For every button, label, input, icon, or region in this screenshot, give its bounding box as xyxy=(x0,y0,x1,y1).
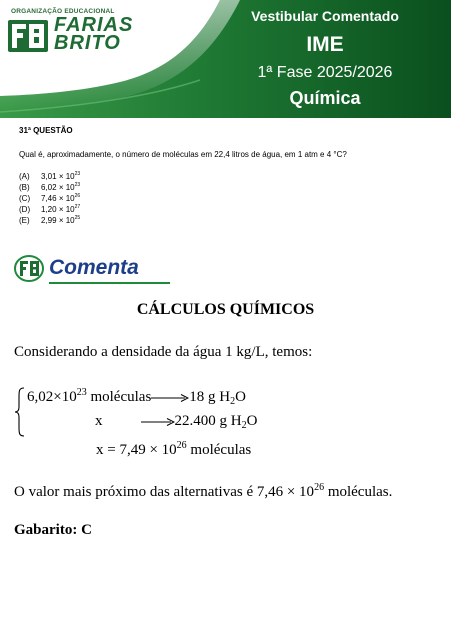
conclusion-text: O valor mais próximo das alternativas é 7,46 × 10 xyxy=(14,484,315,500)
eq1-left-unit: moléculas xyxy=(86,389,152,405)
result-exponent: 26 xyxy=(176,440,187,451)
times-sign: × xyxy=(58,216,64,225)
eq1-left-exponent: 23 xyxy=(76,387,87,398)
result-text: x = 7,49 × 10 xyxy=(96,442,177,458)
left-brace-icon xyxy=(14,387,26,437)
eq1-left: 6,02×10 xyxy=(27,389,77,405)
alternative-exponent: 25 xyxy=(74,215,81,221)
alternative-base: 10 xyxy=(65,172,75,181)
alternative-letter: (B) xyxy=(19,183,30,192)
alternative-mantissa: 1,20 xyxy=(41,205,57,214)
result-unit: moléculas xyxy=(186,442,252,458)
alternative-letter: (D) xyxy=(19,205,31,214)
alternative-mantissa: 2,99 xyxy=(41,216,57,225)
right-arrow-icon xyxy=(151,393,189,403)
alternative-exponent: 23 xyxy=(74,182,81,188)
intro-paragraph: Considerando a densidade da água 1 kg/L, temos: xyxy=(14,344,313,360)
times-sign: × xyxy=(58,172,64,181)
exam-phase: 1ª Fase 2025/2026 xyxy=(257,64,393,81)
right-arrow-icon xyxy=(141,417,175,427)
comenta-underline xyxy=(49,282,170,284)
alternative-base: 10 xyxy=(65,183,75,192)
times-sign: × xyxy=(58,183,64,192)
header-banner xyxy=(0,0,451,118)
result-line xyxy=(96,440,251,459)
alternative-b xyxy=(19,180,80,191)
alternative-exponent: 23 xyxy=(74,171,81,177)
section-title: CÁLCULOS QUÍMICOS xyxy=(136,301,315,318)
eq1-right-subscript: 2 xyxy=(230,396,236,407)
conclusion-exponent: 26 xyxy=(314,482,325,493)
eq2-right: 22.400 g H xyxy=(174,413,242,429)
alternative-mantissa: 7,46 xyxy=(41,194,57,203)
alternative-base: 10 xyxy=(65,216,75,225)
subject-title: Química xyxy=(289,88,361,108)
fb-comenta-icon xyxy=(14,255,44,282)
alternative-exponent: 27 xyxy=(74,204,81,210)
alternative-letter: (C) xyxy=(19,194,31,203)
times-sign: × xyxy=(58,205,64,214)
alternative-base: 10 xyxy=(65,205,75,214)
times-sign: × xyxy=(58,194,64,203)
conclusion-paragraph xyxy=(14,482,392,501)
question-text: Qual é, aproximadamente, o número de moléculas em 22,4 litros de água, em 1 atm e 4 °C? xyxy=(19,150,347,159)
alternative-e xyxy=(19,213,80,224)
alternative-mantissa: 3,01 xyxy=(41,172,57,181)
eq2-right-subscript: 2 xyxy=(241,420,247,431)
header-subtitle: Vestibular Comentado xyxy=(251,8,399,24)
alternatives-list xyxy=(19,169,80,224)
alternative-c xyxy=(19,191,80,202)
comenta-heading xyxy=(14,255,159,285)
proportion-line-2 xyxy=(95,413,257,431)
eq1-right: 18 g H xyxy=(189,389,231,405)
conclusion-end: moléculas. xyxy=(324,484,393,500)
comenta-label: Comenta xyxy=(49,256,139,279)
answer-key: Gabarito: C xyxy=(14,522,92,538)
question-number: 31ª QUESTÃO xyxy=(19,126,73,135)
logo-text-brito: BRITO xyxy=(54,32,121,54)
alternative-letter: (E) xyxy=(19,216,30,225)
exam-name: IME xyxy=(306,33,344,56)
alternative-d xyxy=(19,202,80,213)
eq1-right-end: O xyxy=(235,389,246,405)
alternative-letter: (A) xyxy=(19,172,30,181)
farias-brito-logo xyxy=(8,8,148,58)
logo-org-label: ORGANIZAÇÃO EDUCACIONAL xyxy=(11,8,115,15)
logo-text-farias: FARIAS xyxy=(54,14,134,36)
alternative-a xyxy=(19,169,80,180)
alternative-exponent: 26 xyxy=(74,193,81,199)
proportion-line-1 xyxy=(27,387,246,407)
alternative-mantissa: 6,02 xyxy=(41,183,57,192)
fb-logo-mark-icon xyxy=(8,18,50,54)
eq2-right-end: O xyxy=(246,413,258,429)
eq2-left: x xyxy=(95,413,103,429)
alternative-base: 10 xyxy=(65,194,75,203)
